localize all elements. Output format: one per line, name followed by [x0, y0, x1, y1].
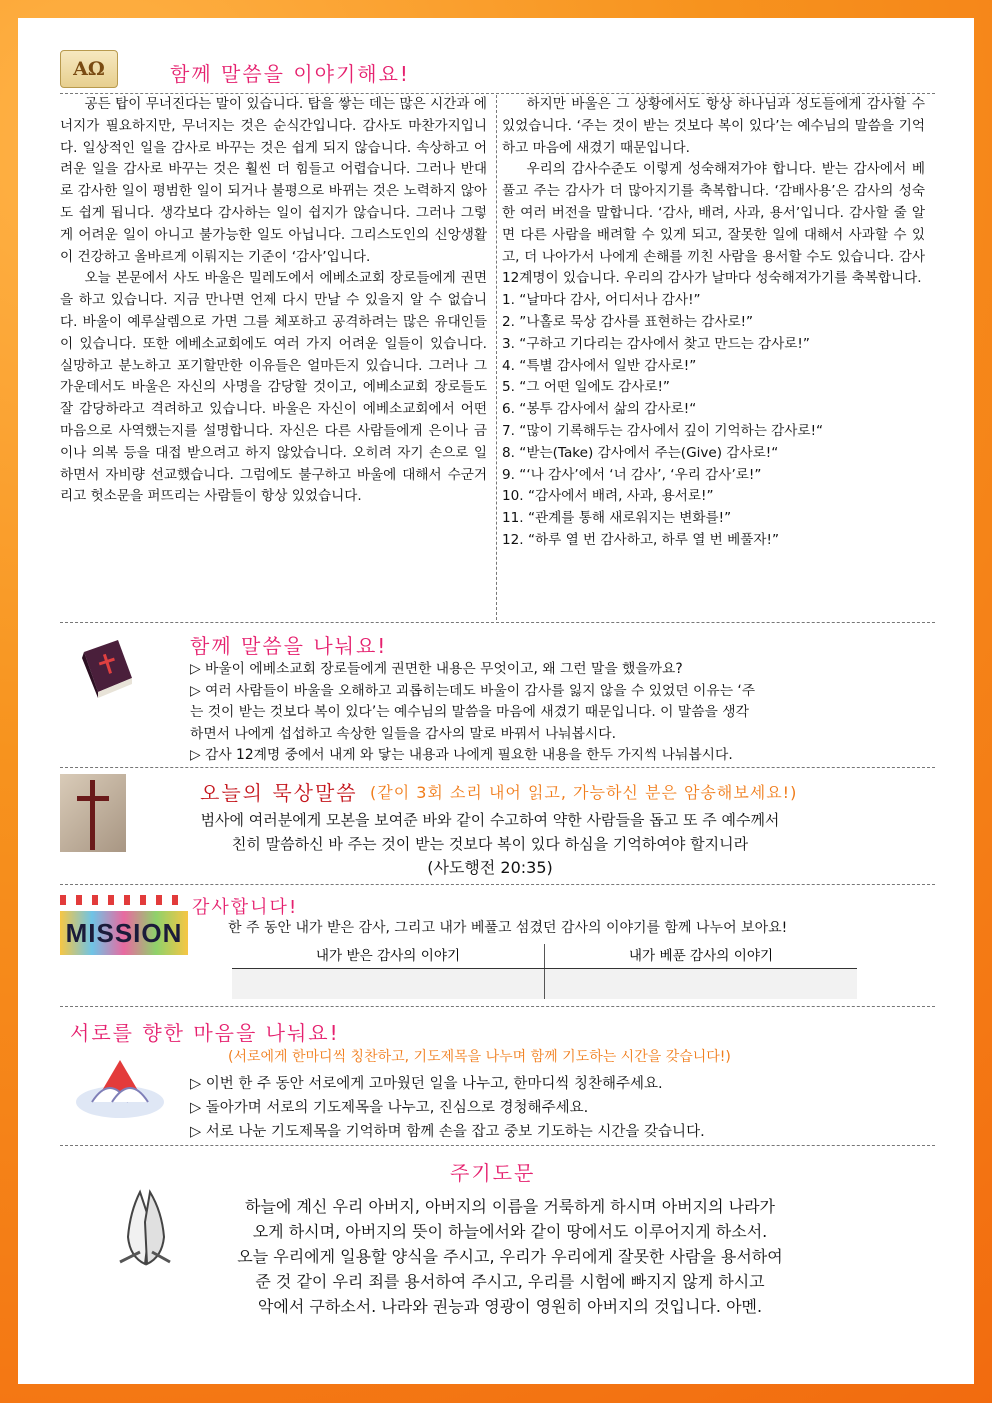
question-line: 는 것이 받는 것보다 복이 있다’는 예수님의 말씀을 마음에 새겼기 때문입니다. 이 말씀을 생각	[190, 704, 749, 720]
commandment-item: 7. “많이 기록해두는 감사에서 깊이 기억하는 감사로!“	[502, 422, 824, 439]
verse-line: 친히 말씀하신 바 주는 것이 받는 것보다 복이 있다 하심을 기억하여야 할지니라	[231, 835, 749, 853]
heart-hands-icon	[70, 1044, 170, 1124]
sermon-paragraph: 오늘 본문에서 사도 바울은 밀레도에서 에베소교회 장로들에게 권면을 하고 있습니다. 지금 만나면 언제 다시 만날 수 있을지 알 수 없습니다. 바울이 예루살렘으로 가면 그를 체포하고 공격하려는 많은 유대인들이 있습니다. 또한 에베소교회에도 여러 가지 어려운 일들이 있습니다. 실망하고 분노하고 포기할만한 이유들은 얼마든지 있습니다. 그러나 그 가운데서도 바울은 자신의 사명을 감당할 것이고, 에베소교회 장로들도 잘 감당하라고 격려하고 있습니다. 바울은 자신이 에베소교회에서 어떤 마음으로 사역했는지를 설명합니다. 자신은 다른 사람들에게 은이나 금이나 의복 등을 대접 받으려고 하지 않았습니다. 오히려 자기 손으로 일하면서 자비량 선교했습니다. 그럼에도 불구하고 바울에 대해서 수군거리고 헛소문을 퍼뜨리는 사람들이 항상 있었습니다.	[60, 270, 487, 505]
prayer-line: 악에서 구하소서. 나라와 권능과 영광이 영원히 아버지의 것입니다. 아멘.	[257, 1297, 763, 1316]
sermon-right-column	[502, 94, 925, 552]
divider	[60, 622, 935, 623]
question-line: ▷ 감사 12계명 중에서 내게 와 닿는 내용과 나에게 필요한 내용을 한두 가지씩 나눠봅시다.	[190, 747, 733, 763]
sermon-paragraph: 하지만 바울은 그 상황에서도 항상 하나님과 성도들에게 감사할 수 있었습니다. ‘주는 것이 받는 것보다 복이 있다’는 예수님의 말씀을 기억하고 마음에 새겼기 때문입니다.	[502, 96, 925, 156]
meditation-verse	[130, 808, 850, 880]
prayer-line: 준 것 같이 우리 죄를 용서하여 주시고, 우리를 시험에 빠지지 않게 하시고	[255, 1272, 765, 1291]
section-title-meditation: 오늘의 묵상말씀	[200, 781, 358, 805]
section-title-hearts: 서로를 향한 마음을 나눠요!	[70, 1021, 340, 1045]
question-line: 하면서 나에게 섭섭하고 속상한 일들을 감사의 말로 바꿔서 나눠봅시다.	[190, 725, 616, 742]
commandment-item: 5. “그 어떤 일에도 감사로!”	[502, 379, 670, 396]
sharing-guidelines	[190, 1072, 705, 1144]
divider	[60, 1145, 935, 1146]
discussion-questions	[190, 659, 755, 767]
guideline-line: ▷ 이번 한 주 동안 서로에게 고마웠던 일을 나누고, 한마디씩 칭찬해주세요.	[190, 1076, 663, 1092]
bible-icon	[70, 632, 142, 704]
divider	[60, 767, 935, 768]
guideline-line: ▷ 돌아가며 서로의 기도제목을 나누고, 진심으로 경청해주세요.	[190, 1100, 589, 1116]
verse-line: 범사에 여러분에게 모본을 보여준 바와 같이 수고하여 약한 사람들을 돕고 또 주 예수께서	[200, 811, 780, 829]
lords-prayer-text	[170, 1194, 850, 1319]
sermon-left-column	[60, 94, 487, 508]
section-title-lords-prayer: 주기도문	[450, 1161, 536, 1185]
commandment-item: 10. “감사에서 배려, 사과, 용서로!”	[502, 488, 714, 505]
column-divider	[496, 95, 497, 620]
section-title-thanks: 감사합니다!	[192, 897, 299, 918]
commandment-item: 1. “날마다 감사, 어디서나 감사!”	[502, 292, 701, 309]
given-story-cell[interactable]	[545, 969, 857, 999]
mission-badge-label: MISSION	[60, 911, 188, 955]
commandment-item: 8. “받는(Take) 감사에서 주는(Give) 감사로!“	[502, 444, 779, 461]
question-line: ▷ 여러 사람들이 바울을 오해하고 괴롭히는데도 바울이 감사를 잃지 않을 수 있었던 이유는 ‘주	[190, 682, 756, 699]
received-story-cell[interactable]	[232, 969, 545, 999]
column-header-given: 내가 베푼 감사의 이야기	[628, 948, 774, 964]
prayer-line: 하늘에 계신 우리 아버지, 아버지의 이름을 거룩하게 하시며 아버지의 나라가	[245, 1197, 775, 1216]
guideline-line: ▷ 서로 나눈 기도제목을 기억하며 함께 손을 잡고 중보 기도하는 시간을 갖습니다.	[190, 1124, 705, 1140]
commandment-item: 9. “‘나 감사’에서 ‘너 감사’, ‘우리 감사’로!”	[502, 466, 762, 483]
commandment-item: 12. “하루 열 번 감사하고, 하루 열 번 베풀자!”	[502, 531, 780, 548]
sermon-paragraph: 우리의 감사수준도 이렇게 성숙해져가야 합니다. 받는 감사에서 베풀고 주는 감사가 더 많아지기를 축복합니다. ‘감배사용’은 감사의 성숙한 여러 버전을 말합니다. ‘감사, 배려, 사과, 용서’입니다. 감사할 줄 알면 다른 사람을 배려할 수 있게 되고, 잘못한 일에 대해서 사과할 수 있고, 더 나아가서 나에게 손해를 끼친 사람을 용서할 수도 있습니다. 감사 12계명이 있습니다. 우리의 감사가 날마다 성숙해져가기를 축복합니다.	[502, 161, 925, 287]
divider	[60, 884, 935, 885]
sermon-paragraph: 공든 탑이 무너진다는 말이 있습니다. 탑을 쌓는 데는 많은 시간과 에너지가 필요하지만, 무너지는 것은 순식간입니다. 감사도 마찬가지입니다. 일상적인 일을 감사로 바꾸는 것은 쉽게 되지 않습니다. 속상하고 어려운 일을 감사로 바꾸는 것은 훨씬 더 힘들고 어렵습니다. 그러나 반대로 감사한 일이 평범한 일이 되거나 불평으로 바뀌는 것은 노력하지 않아도 쉽게 됩니다. 생각보다 감사하는 일이 쉽지가 않습니다. 그러나 그렇게 어려운 일이 아니고 불가능한 일도 아닙니다. 그리스도인의 신앙생활이 건강하고 올바르게 이뤄지는 기준이 ‘감사’입니다.	[60, 96, 487, 265]
verse-reference: (사도행전 20:35)	[427, 858, 553, 877]
meditation-subtitle: (같이 3회 소리 내어 읽고, 가능하신 분은 암송해보세요!)	[370, 783, 798, 802]
mission-instruction: 한 주 동안 내가 받은 감사, 그리고 내가 베풀고 섬겼던 감사의 이야기를 함께 나누어 보아요!	[228, 920, 788, 936]
section-title-share-word: 함께 말씀을 나눠요!	[190, 634, 388, 658]
alpha-omega-icon	[60, 50, 118, 88]
commandment-item: 6. “봉투 감사에서 삶의 감사로!“	[502, 401, 697, 418]
prayer-line: 오늘 우리에게 일용할 양식을 주시고, 우리가 우리에게 잘못한 사람을 용서하여	[237, 1247, 783, 1266]
commandment-item: 2. ”나홀로 묵상 감사를 표현하는 감사로!”	[502, 313, 754, 330]
commandment-item: 11. “관계를 통해 새로워지는 변화를!”	[502, 510, 732, 527]
mission-table	[232, 944, 857, 999]
commandment-item: 3. “구하고 기다리는 감사에서 찾고 만드는 감사로!”	[502, 335, 810, 352]
cross-image	[60, 774, 126, 852]
mission-badge	[60, 895, 188, 961]
divider	[60, 1006, 935, 1007]
prayer-line: 오게 하시며, 아버지의 뜻이 하늘에서와 같이 땅에서도 이루어지게 하소서.	[252, 1222, 768, 1241]
alpha-omega-label: AΩ	[73, 58, 105, 80]
question-line: ▷ 바울이 에베소교회 장로들에게 권면한 내용은 무엇이고, 왜 그런 말을 했을까요?	[190, 661, 683, 677]
commandment-item: 4. “특별 감사에서 일반 감사로!”	[502, 357, 697, 374]
section-title-discuss-word: 함께 말씀을 이야기해요!	[170, 62, 410, 86]
hearts-subtitle: (서로에게 한마디씩 칭찬하고, 기도제목을 나누며 함께 기도하는 시간을 갖습니다!)	[228, 1049, 731, 1065]
column-header-received: 내가 받은 감사의 이야기	[232, 944, 545, 968]
